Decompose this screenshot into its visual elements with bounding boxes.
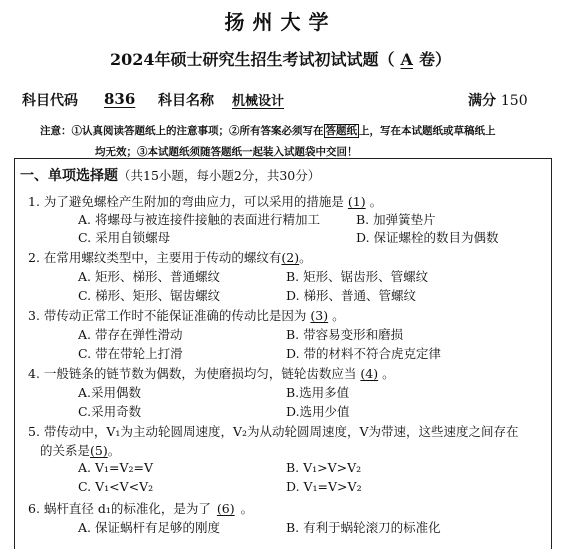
notice-line-2: 均无效；③本试题纸须随答题纸一起装入试题袋中交回！ xyxy=(95,146,358,158)
q6-option-b: B. 有利于蜗轮滚刀的标准化 xyxy=(286,520,441,535)
question-2: 2. 在常用螺纹类型中，主要用于传动的螺纹有(2)。 xyxy=(28,250,312,265)
question-5-cont: 的关系是(5)。 xyxy=(40,443,121,458)
notice-line-1: 注意：①认真阅读答题纸上的注意事项；②所有答案必须写在 答题纸 上，写在本试题纸或草稿纸上 xyxy=(40,125,496,137)
q5-option-b: B. V₁>V>V₂ xyxy=(286,460,362,475)
notice-label: 注意： xyxy=(40,125,72,137)
q4-option-b: B.选用多值 xyxy=(286,385,350,400)
q3-option-b: B. 带容易变形和磨损 xyxy=(286,327,404,342)
q1-option-d: D. 保证螺栓的数目为偶数 xyxy=(356,230,499,245)
section-heading: 一、单项选择题（共15小题，每小题2分，共30分） xyxy=(20,168,321,184)
question-4: 4. 一般链条的链节数为偶数，为使磨损均匀，链轮齿数应当 (4) 。 xyxy=(28,366,395,381)
subject-name-label: 科目名称 xyxy=(158,93,214,109)
q5-option-d: D. V₁=V>V₂ xyxy=(286,479,362,494)
full-score: 满分 150 xyxy=(468,93,528,109)
subject-code-label: 科目代码 xyxy=(22,93,78,109)
question-1: 1. 为了避免螺栓产生附加的弯曲应力，可以采用的措施是 (1) 。 xyxy=(28,194,383,209)
q5-option-c: C. V₁<V<V₂ xyxy=(78,479,154,494)
question-5: 5. 带传动中，V₁为主动轮圆周速度，V₂为从动轮圆周速度，V为带速，这些速度之间存在 xyxy=(28,424,519,439)
question-6: 6. 蜗杆直径 d₁的标准化，是为了 (6) 。 xyxy=(28,501,254,516)
paper-code: A xyxy=(400,50,413,69)
q1-option-b: B. 加弹簧垫片 xyxy=(356,212,436,227)
q2-option-d: D. 梯形、普通、管螺纹 xyxy=(286,288,417,303)
subject-code-value: 836 xyxy=(104,90,136,108)
q6-option-a: A. 保证蜗杆有足够的刚度 xyxy=(78,520,220,535)
q1-option-c: C. 采用自锁螺母 xyxy=(78,230,171,245)
answer-sheet-box: 答题纸 xyxy=(325,125,357,137)
q3-option-a: A. 带存在弹性滑动 xyxy=(78,327,183,342)
q4-option-c: C.采用奇数 xyxy=(78,404,142,419)
q5-option-a: A. V₁=V₂=V xyxy=(78,460,154,475)
q4-option-d: D.选用少值 xyxy=(286,404,350,419)
q2-option-a: A. 矩形、梯形、普通螺纹 xyxy=(78,269,220,284)
q2-option-b: B. 矩形、锯齿形、管螺纹 xyxy=(286,269,429,284)
q3-option-c: C. 带在带轮上打滑 xyxy=(78,346,183,361)
university-name: 扬州大学 xyxy=(224,10,337,34)
q2-option-c: C. 梯形、矩形、锯齿螺纹 xyxy=(78,288,221,303)
q3-option-d: D. 带的材料不符合虎克定律 xyxy=(286,346,442,361)
q1-option-a: A. 将螺母与被连接件接触的表面进行精加工 xyxy=(78,212,320,227)
q4-option-a: A.采用偶数 xyxy=(78,385,142,400)
question-3: 3. 带传动正常工作时不能保证准确的传动比是因为 (3) 。 xyxy=(28,308,345,323)
exam-title: 2024年硕士研究生招生考试初试试题（ A 卷） xyxy=(110,50,451,69)
subject-name-value: 机械设计 xyxy=(232,94,285,109)
